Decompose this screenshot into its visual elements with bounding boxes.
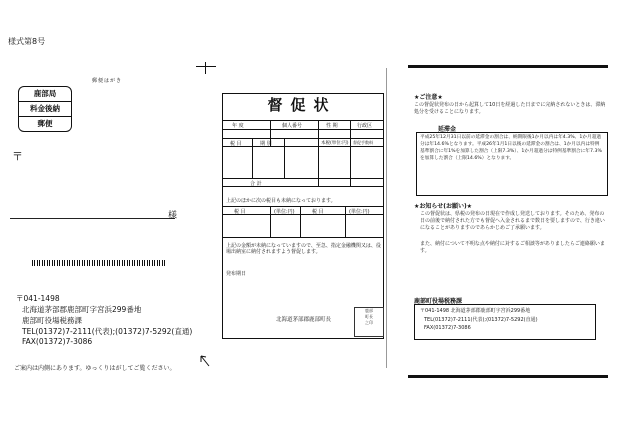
other-unpaid-note: 上記のほかに次の税目も未納になっております。: [226, 198, 336, 204]
sender-tel: TEL(01372)7-2111(代表);(01372)7-5292(直通): [22, 327, 193, 336]
form-number: 様式第8号: [8, 37, 46, 46]
total-label: 合 計: [250, 181, 262, 187]
notice-item-1: この督促状は、県税の発布の日現在で作成し発送しております。そのため、発布の日の前後で納付された方でも督促へ入金されるまで数日を要しますので、行き違いになることがありますのであらかじめご了承願います。: [420, 211, 605, 231]
form-rule: [318, 120, 319, 186]
sender-office: 鹿部町役場税務課: [22, 316, 82, 325]
header-admin-district: 行政区: [357, 123, 373, 129]
customer-barcode: [32, 260, 167, 266]
attention-title: ★ご注意★: [414, 94, 443, 101]
header-tax-item: 税 目: [230, 141, 242, 147]
header-principal: 本税(単位:円): [321, 141, 349, 146]
notice-item-2: また、納付について不明な点や納付に対するご相談等がありましたらご連絡願います。: [420, 241, 605, 254]
late-fee-text: 平成25年12月31日以前の延滞金の割合は、納期限後1か月以内は年4.3%、1か月超過分は年14.6%となります。平成26年1月1日以後の延滞金の割合は、1か月以内は特例基準割合に年1%を加算した割合（上限7.3%）、1か月超過分は特例基準割合に年7.3%を加算した割合（上限14.6%）となります。: [420, 135, 602, 161]
sender-address: 北海道茅部郡鹿部町字宮浜299番地: [22, 305, 142, 314]
demand-warning: 上記の金額が未納になっていますので、至急、指定金融機関又は、役場出納室に納付されますよう督促します。: [226, 243, 381, 255]
registration-mark-vertical: [205, 62, 206, 74]
form-rule: [252, 138, 253, 178]
form-rule: [222, 178, 384, 179]
registration-mark: [196, 66, 216, 67]
peel-corner-icon: [200, 355, 210, 367]
header-person-id: 個人番号: [282, 123, 303, 129]
form-rule: [345, 206, 346, 237]
form-rule: [222, 237, 384, 238]
form-rule: [300, 206, 301, 237]
header-term: 期 別: [260, 141, 272, 147]
issue-date-label: 発布期日: [226, 271, 247, 277]
open-instruction: ご案内は内側にあります。ゆっくりはがしてご覧ください。: [14, 365, 176, 372]
header-fee: 督促手数料: [353, 140, 373, 145]
document-title: 督促状: [267, 96, 337, 114]
form-rule: [350, 120, 351, 186]
official-seal: 鹿部 町長 之印: [354, 307, 384, 337]
header-unit-2: (単位:円): [349, 209, 370, 215]
form-rule: [222, 120, 384, 121]
office-title: 鹿部町役場税務課: [414, 298, 463, 305]
header-tax-item-2: 税 目: [234, 209, 246, 215]
stamp-mail: 郵便: [37, 119, 53, 128]
header-tax-item-3: 税 目: [312, 209, 324, 215]
notice-title: ★お知らせ(お願い)★: [414, 203, 473, 210]
form-rule: [222, 138, 384, 139]
perforation-top: [408, 65, 608, 68]
fold-line: [386, 68, 387, 368]
header-year: 年 度: [232, 123, 244, 129]
stamp-office: 鹿部局: [33, 89, 57, 98]
office-postal: 〒041-1498 北海道茅部郡鹿部町字宮浜299番地: [420, 308, 531, 314]
honorific: 様: [168, 211, 178, 221]
office-fax: FAX(01372)7-3086: [424, 325, 471, 331]
header-unit-1: (単位:円): [274, 209, 295, 215]
form-rule: [222, 186, 384, 187]
perforation-bottom: [408, 375, 608, 378]
postage-stamp-box: [18, 86, 72, 132]
stamp-fee: 料金後納: [19, 101, 71, 117]
form-rule: [222, 129, 384, 130]
postal-mark-icon: 〒: [12, 150, 23, 163]
form-rule: [222, 146, 384, 147]
form-rule: [284, 138, 285, 178]
postcard-label: 郵便はがき: [92, 78, 123, 84]
office-tel: TEL(01372)7-2111(代表);(01372)7-5292(直通): [424, 317, 538, 323]
postal-code: 〒041-1498: [16, 294, 60, 303]
attention-text: この督促状発布の日から起算して10日を経過した日までに完納されないときは、滞納処分を受けることになります。: [414, 102, 606, 115]
form-rule: [222, 206, 384, 207]
header-period: 性 期: [326, 123, 338, 129]
form-rule: [270, 206, 271, 237]
late-fee-title: 延滞金: [438, 126, 457, 133]
sender-fax: FAX(01372)7-3086: [22, 337, 93, 346]
recipient-name-line: [10, 218, 175, 219]
mayor-name: 北海道茅部郡鹿部町長: [276, 317, 332, 323]
